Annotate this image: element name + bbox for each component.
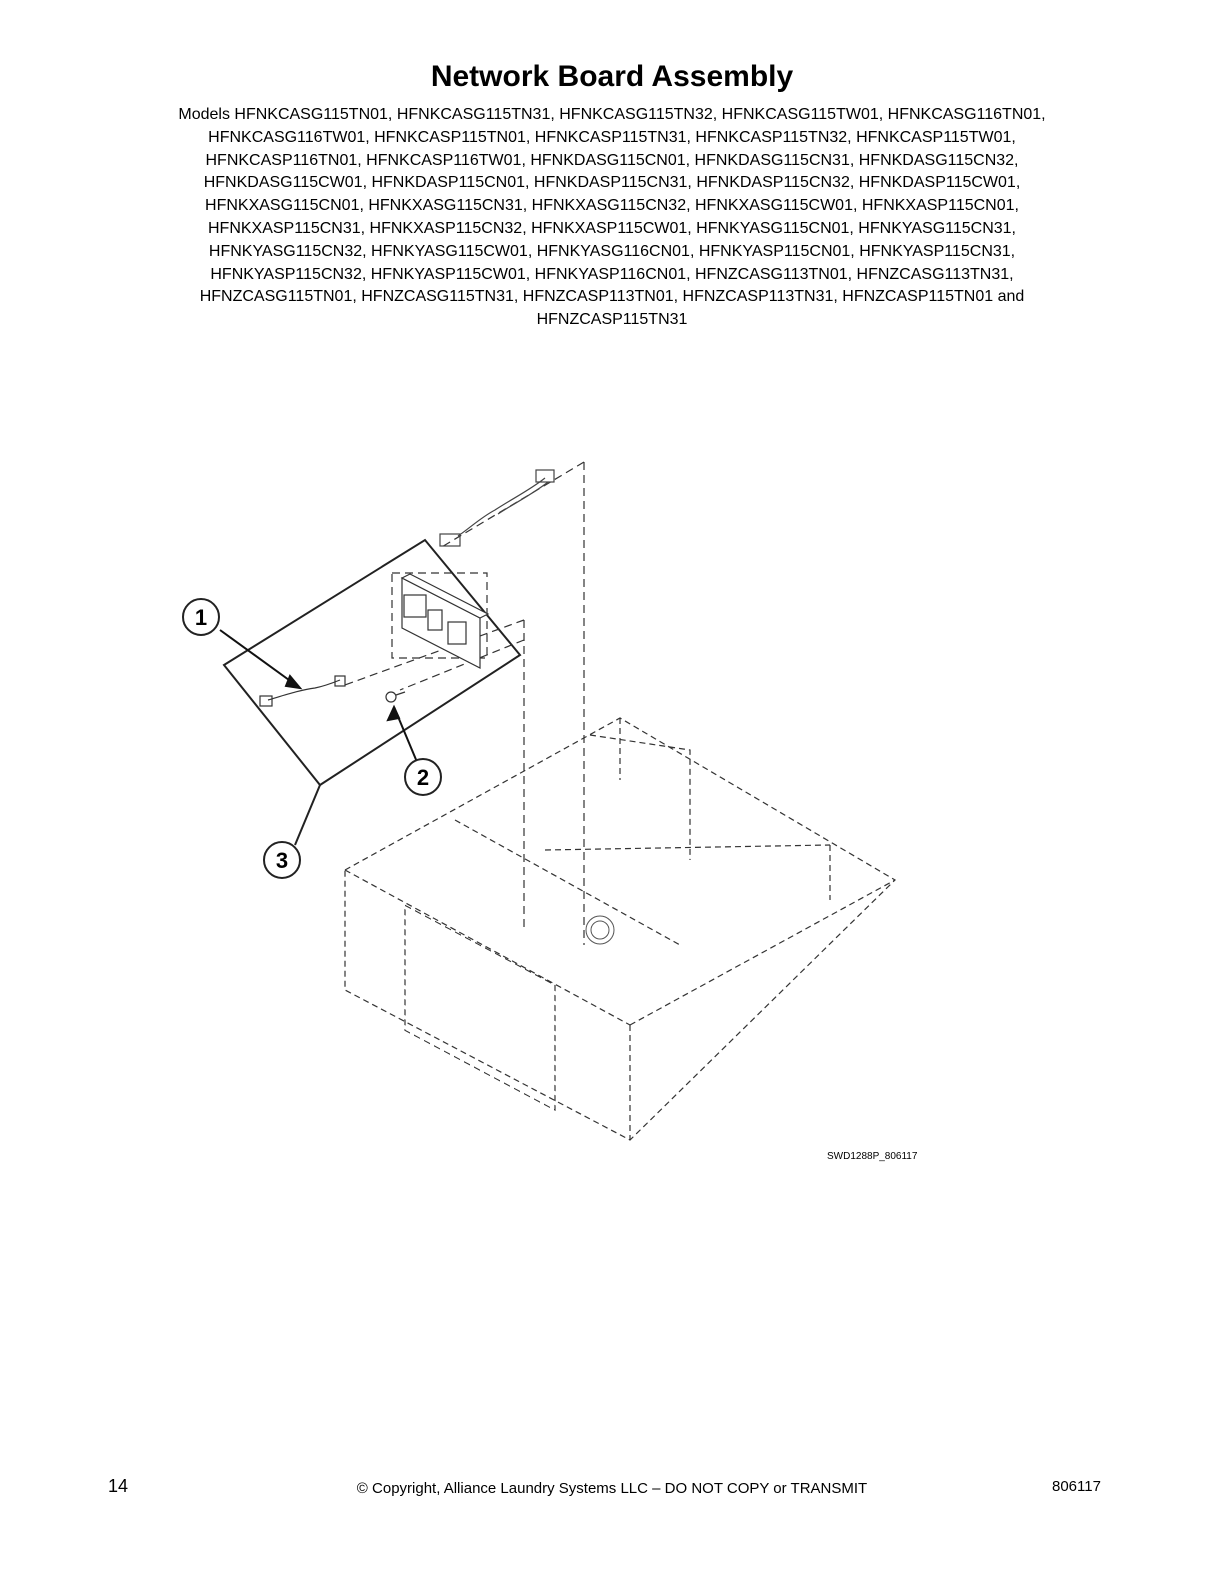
models-line: HFNKCASP116TN01, HFNKCASP116TW01, HFNKDASG115CN01, HFNKDASG115CN31, HFNKDASG115CN32, — [205, 151, 1019, 169]
callout-number: 1 — [194, 605, 208, 630]
network-wire-harness — [440, 470, 554, 546]
models-line: HFNKXASG115CN01, HFNKXASG115CN31, HFNKXASG115CN32, HFNKXASG115CW01, HFNKXASP115CN01, — [205, 197, 1019, 215]
models-line: HFNKXASP115CN31, HFNKXASP115CN32, HFNKXASP115CW01, HFNKYASG115CN01, HFNKYASG115CN31, — [207, 219, 1016, 237]
callout-1 — [183, 599, 219, 635]
harness-part — [260, 676, 345, 706]
models-line: HFNKYASG115CN32, HFNKYASG115CW01, HFNKYASG116CN01, HFNKYASP115CN01, HFNKYASP115CN31, — [208, 242, 1016, 260]
models-line: HFNZCASP115TN31 — [536, 311, 688, 329]
callout-3 — [264, 842, 300, 878]
models-line: HFNZCASG115TN01, HFNZCASG115TN31, HFNZCASP113TN01, HFNZCASP113TN31, HFNZCASP115TN01 and — [199, 288, 1025, 306]
network-board — [402, 574, 488, 668]
callout-number: 3 — [275, 848, 289, 873]
figure-id: SWD1288P_806117 — [827, 1151, 918, 1162]
callout-number: 2 — [416, 765, 430, 790]
copyright-notice: © Copyright, Alliance Laundry Systems LLC – DO NOT COPY or TRANSMIT — [356, 1480, 868, 1497]
screw-part — [386, 692, 405, 702]
document-number: 806117 — [1052, 1478, 1101, 1495]
models-line: HFNKDASG115CW01, HFNKDASP115CN01, HFNKDASP115CN31, HFNKDASP115CN32, HFNKDASP115CW01, — [203, 174, 1021, 192]
models-list — [100, 104, 1124, 332]
callout-2 — [405, 759, 441, 795]
page-number: 14 — [108, 1476, 129, 1496]
models-line: HFNKYASP115CN32, HFNKYASP115CW01, HFNKYASP116CN01, HFNZCASG113TN01, HFNZCASG113TN31, — [210, 265, 1014, 283]
models-line: Models HFNKCASG115TN01, HFNKCASG115TN31, HFNKCASG115TN32, HFNKCASG115TW01, HFNKCASG116TN01, — [178, 106, 1046, 123]
exploded-parts-diagram — [0, 440, 1224, 1160]
page-title: Network Board Assembly — [430, 60, 794, 93]
models-line: HFNKCASG116TW01, HFNKCASP115TN01, HFNKCASP115TN31, HFNKCASP115TN32, HFNKCASP115TW01, — [208, 128, 1016, 146]
